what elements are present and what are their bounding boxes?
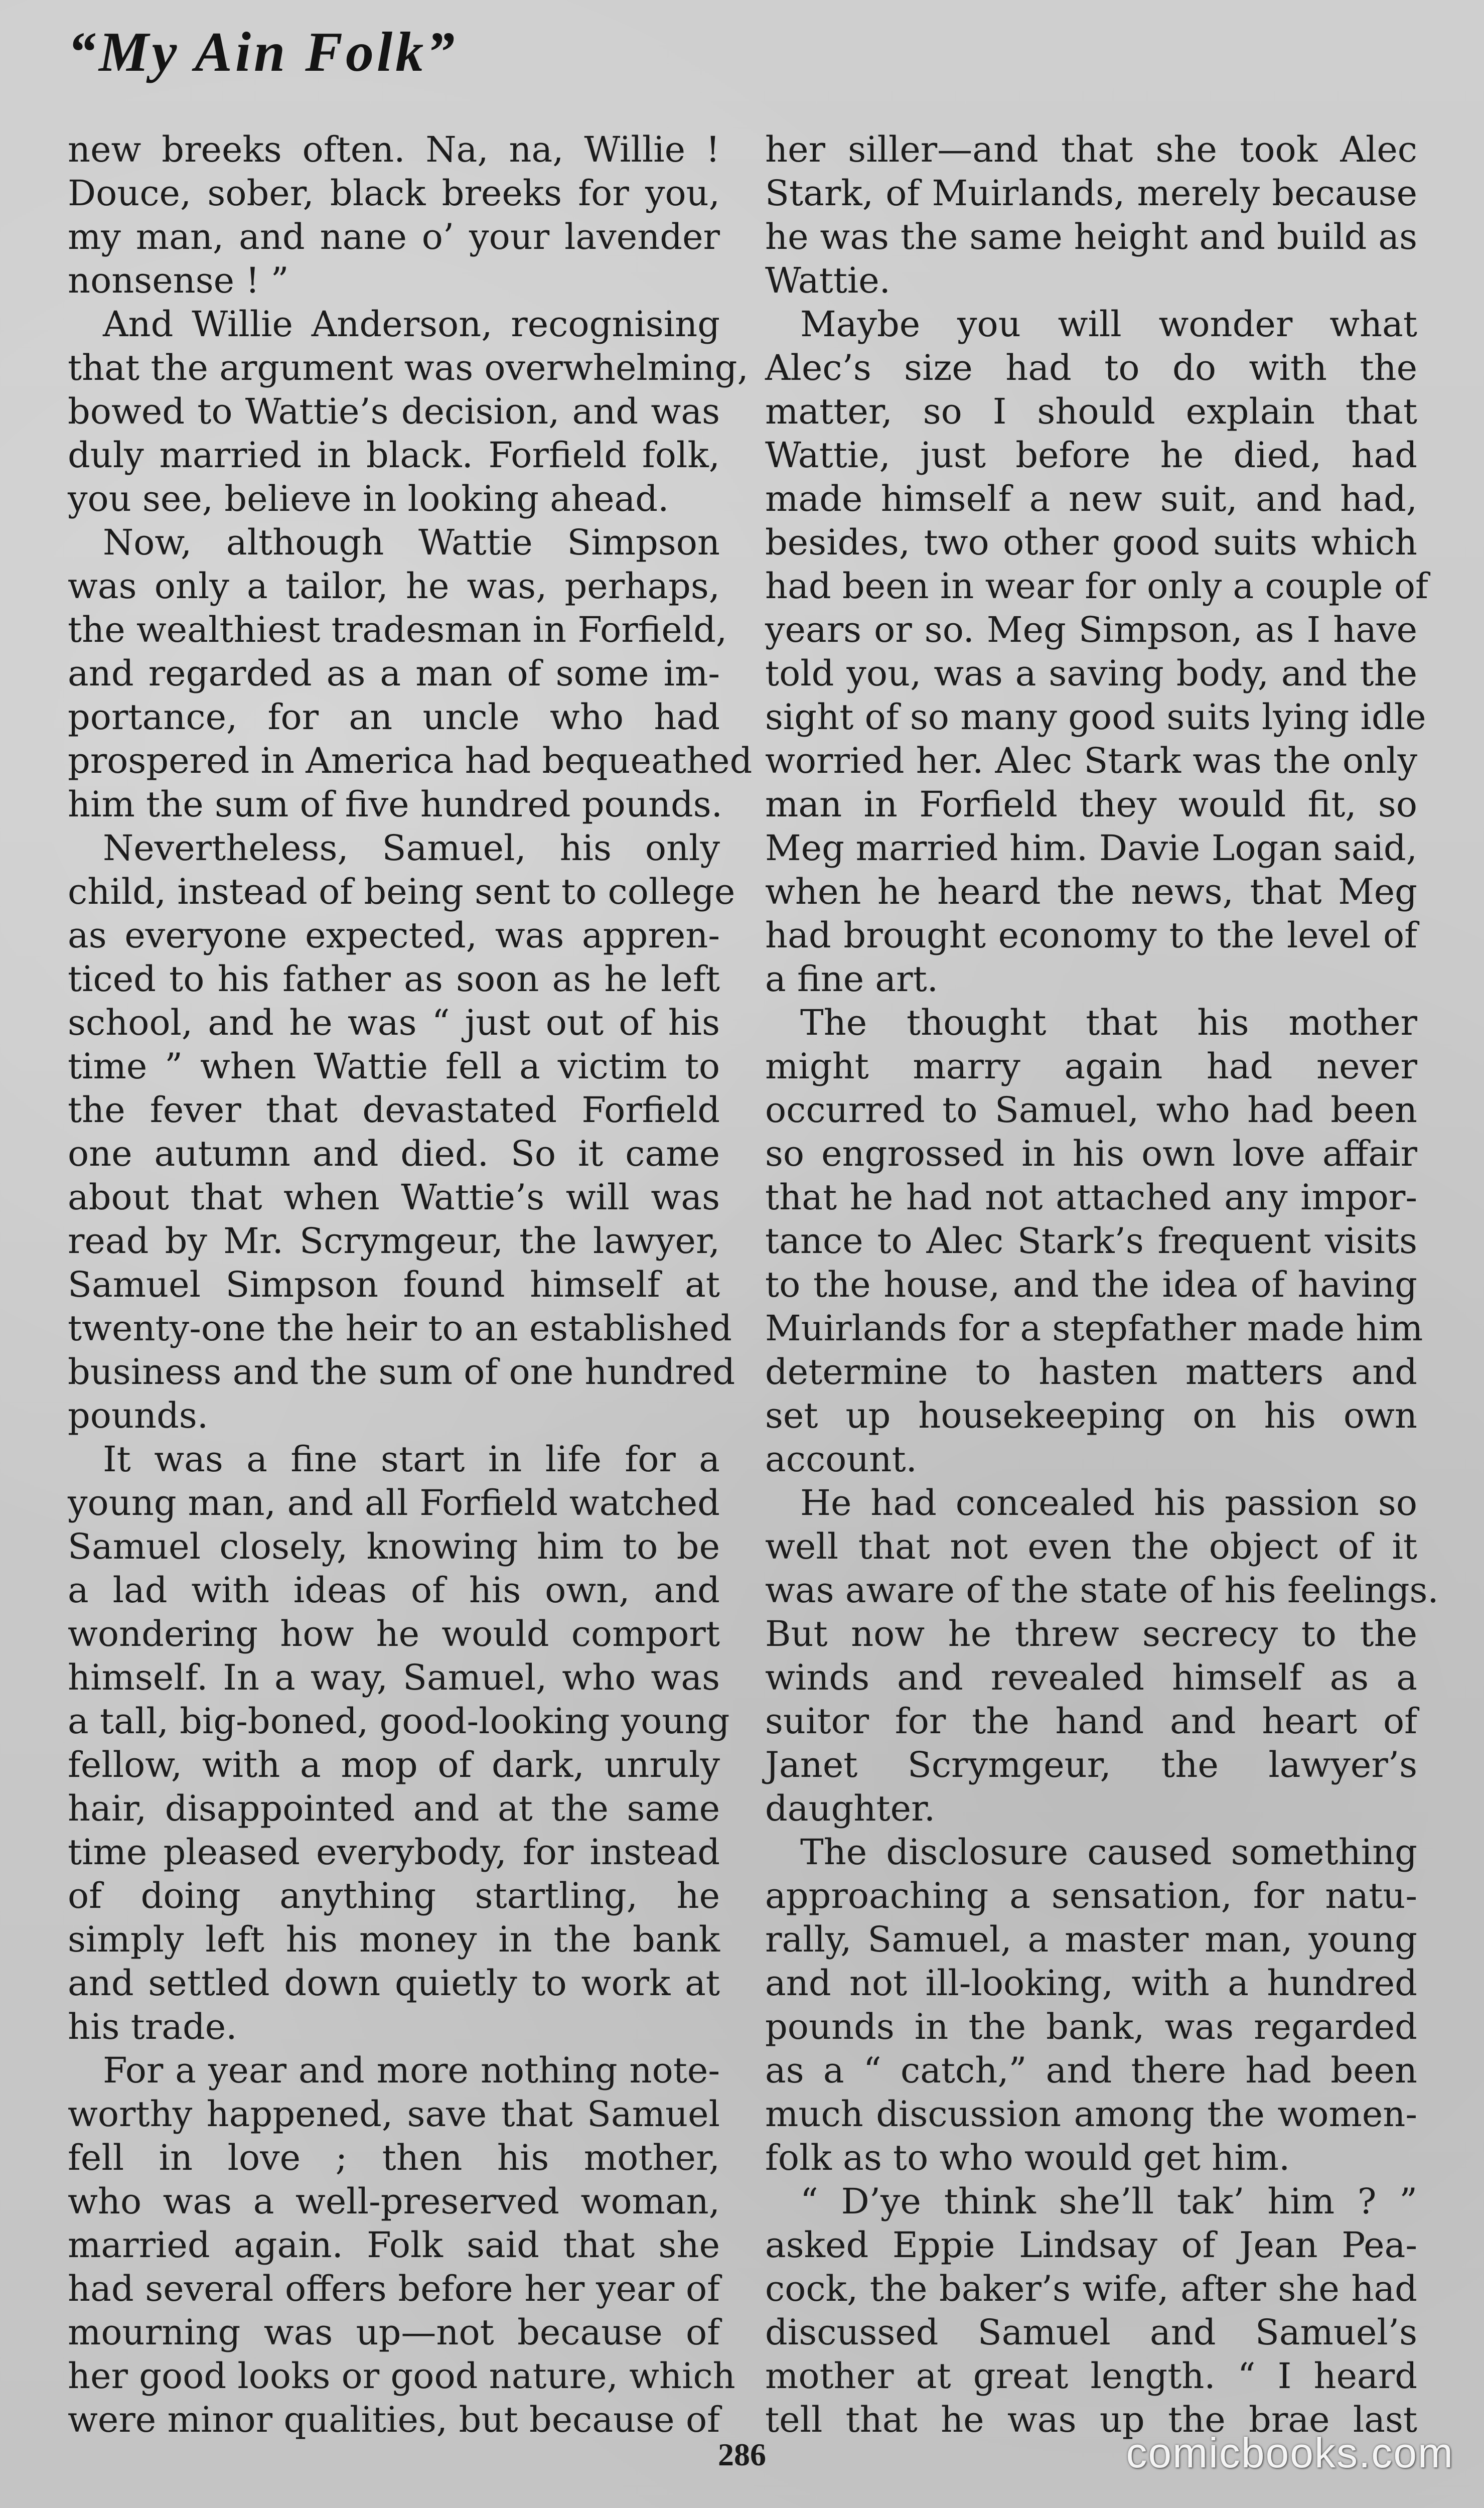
text-line: Muirlands for a stepfather made him [765,1308,1423,1349]
text-line: Wattie, just before he died, had [765,435,1417,476]
text-line: one autumn and died. So it came [68,1133,720,1174]
text-line: folk as to who would get him. [765,2137,1290,2178]
text-line: It was a fine start in life for a [68,1439,720,1480]
text-line: rally, Samuel, a master man, young [765,1919,1417,1960]
text-line: business and the sum of one hundred [68,1351,735,1392]
text-line: He had concealed his passion so [765,1482,1417,1523]
text-line: mourning was up—not because of [68,2312,720,2353]
watermark-text: comicbooks.com [1126,2429,1454,2476]
text-line: hair, disappointed and at the same [68,1788,720,1829]
text-line: wondering how he would comport [68,1613,720,1654]
text-line: school, and he was “ just out of his [68,1002,720,1043]
text-line: “ D’ye think she’ll tak’ him ? ” [765,2181,1417,2222]
text-line: Samuel Simpson found himself at [68,1264,720,1305]
text-line: bowed to Wattie’s decision, and was [68,391,720,432]
right-text-column [765,128,1439,2442]
text-line: sight of so many good suits lying idle [765,696,1426,738]
text-line: cock, the baker’s wife, after she had [765,2268,1417,2309]
text-line: worried her. Alec Stark was the only [765,740,1417,781]
text-line: was only a tailor, he was, perhaps, [68,566,720,607]
text-line: and not ill-looking, with a hundred [765,1963,1417,2004]
text-line: of doing anything startling, he [68,1875,720,1916]
text-line: when he heard the news, that Meg [765,871,1417,912]
text-line: Meg married him. Davie Logan said, [765,827,1417,869]
text-line: a fine art. [765,958,939,1000]
text-line: my man, and nane o’ your lavender [68,216,720,257]
text-line: But now he threw secrecy to the [765,1613,1417,1654]
text-line: portance, for an uncle who had [68,696,720,738]
text-line: besides, two other good suits which [765,522,1417,563]
text-line: Wattie. [765,260,891,301]
text-line: account. [765,1439,917,1480]
text-line: determine to hasten matters and [765,1351,1417,1392]
text-line: mother at great length. “ I heard [765,2355,1417,2397]
text-line: pounds in the bank, was regarded [765,2006,1417,2047]
text-line: about that when Wattie’s will was [68,1177,720,1218]
text-line: worthy happened, save that Samuel [68,2094,720,2135]
text-line: read by Mr. Scrymgeur, the lawyer, [68,1220,720,1262]
text-line: young man, and all Forfield watched [68,1482,720,1523]
text-line: For a year and more nothing note- [68,2050,720,2091]
text-line: the wealthiest tradesman in Forfield, [68,609,727,650]
text-line: Douce, sober, black breeks for you, [68,173,720,214]
text-line: suitor for the hand and heart of [765,1701,1417,1742]
text-line: as everyone expected, was appren- [68,915,720,956]
text-line: tance to Alec Stark’s frequent visits [765,1220,1417,1262]
text-line: was aware of the state of his feelings. [765,1570,1439,1611]
text-line: as a “ catch,” and there had been [765,2050,1417,2091]
text-line: fell in love ; then his mother, [68,2137,720,2178]
text-line: his trade. [68,2006,237,2047]
text-line: much discussion among the women- [765,2094,1417,2135]
text-line: and regarded as a man of some im- [68,653,720,694]
text-line: were minor qualities, but because of [68,2399,720,2440]
text-line: pounds. [68,1395,209,1436]
text-line: discussed Samuel and Samuel’s [765,2312,1417,2353]
text-line: tell that he was up the brae last [765,2399,1417,2440]
text-line: winds and revealed himself as a [765,1657,1417,1698]
text-line: her siller—and that she took Alec [765,129,1417,170]
text-line: that he had not attached any impor- [765,1177,1417,1218]
text-line: well that not even the object of it [765,1526,1417,1567]
text-line: Janet Scrymgeur, the lawyer’s [765,1744,1417,1785]
text-line: And Willie Anderson, recognising [68,304,720,345]
text-line: fellow, with a mop of dark, unruly [68,1744,720,1785]
text-line: occurred to Samuel, who had been [765,1089,1417,1131]
text-line: asked Eppie Lindsay of Jean Pea- [765,2224,1417,2266]
text-line: had brought economy to the level of [765,915,1417,956]
text-line: daughter. [765,1788,936,1829]
text-line: might marry again had never [765,1046,1417,1087]
text-line: Alec’s size had to do with the [765,347,1417,388]
text-line: duly married in black. Forfield folk, [68,435,720,476]
text-line: he was the same height and build as [765,216,1417,257]
text-line: ticed to his father as soon as he left [68,958,720,1000]
text-line: child, instead of being sent to college [68,871,735,912]
page-header-title: “My Ain Folk” [68,21,458,83]
text-line: new breeks often. Na, na, Willie ! [68,129,720,170]
text-line: married again. Folk said that she [68,2224,720,2266]
text-line: time pleased everybody, for instead [68,1832,720,1873]
text-line: time ” when Wattie fell a victim to [68,1046,720,1087]
text-line: twenty-one the heir to an established [68,1308,732,1349]
text-line: a tall, big-boned, good-looking young [68,1701,730,1742]
text-line: Stark, of Muirlands, merely because [765,173,1417,214]
text-line: a lad with ideas of his own, and [68,1570,720,1611]
text-line: you see, believe in looking ahead. [68,478,669,519]
text-line: Maybe you will wonder what [765,304,1417,345]
text-line: Nevertheless, Samuel, his only [68,827,720,869]
text-line: told you, was a saving body, and the [765,653,1417,694]
text-line: made himself a new suit, and had, [765,478,1417,519]
page-number: 286 [718,2437,766,2472]
text-line: that the argument was overwhelming, [68,347,749,388]
text-line: to the house, and the idea of having [765,1264,1417,1305]
text-line: matter, so I should explain that [765,391,1417,432]
text-line: and settled down quietly to work at [68,1963,720,2004]
text-line: years or so. Meg Simpson, as I have [765,609,1417,650]
text-line: man in Forfield they would fit, so [765,784,1417,825]
text-line: Now, although Wattie Simpson [68,522,720,563]
text-line: set up housekeeping on his own [765,1395,1417,1436]
text-line: him the sum of five hundred pounds. [68,784,722,825]
text-line: simply left his money in the bank [68,1919,720,1960]
text-line: who was a well-preserved woman, [68,2181,720,2222]
text-line: approaching a sensation, for natu- [765,1875,1417,1916]
text-line: had been in wear for only a couple of [765,566,1428,607]
text-line: had several offers before her year of [68,2268,720,2309]
left-text-column [68,128,753,2442]
text-line: Samuel closely, knowing him to be [68,1526,720,1567]
text-line: so engrossed in his own love affair [765,1133,1417,1174]
text-line: The thought that his mother [765,1002,1417,1043]
text-line: her good looks or good nature, which [68,2355,735,2397]
text-line: the fever that devastated Forfield [68,1089,720,1131]
text-line: nonsense ! ” [68,260,289,301]
text-line: The disclosure caused something [765,1832,1417,1873]
text-line: prospered in America had bequeathed [68,740,753,781]
text-line: himself. In a way, Samuel, who was [68,1657,720,1698]
